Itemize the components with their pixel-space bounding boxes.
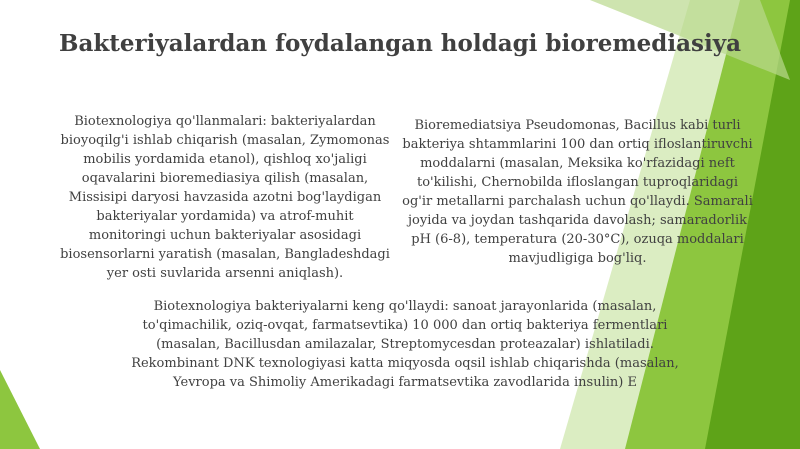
slide-title: Bakteriyalardan foydalangan holdagi bioremediasiya — [59, 30, 741, 57]
right-text-block: Bioremediatsiya Pseudomonas, Bacillus kabi turli bakteriya shtammlarini 100 dan ortiq ifloslantiruvchi moddalarni (masalan, Meksika ko'rfazidagi neft to'kilishi, Chernobilda ifloslangan tuproqlaridagi og'ir metallarni parchalash uchun qo'llaydi. Samarali joyida va joydan tashqarida davolash; samaradorlik pH (6-8), temperatura (20-30°C), ozuqa moddalari mavjudligiga bog'liq. — [402, 118, 753, 266]
left-text-block: Biotexnologiya qo'llanmalari: bakteriyalardan bioyoqilg'i ishlab chiqarish (masalan, Zymomonas mobilis yordamida etanol), qishloq xo'jaligi oqavalarini bioremediasiya qilish (masalan, Missisipi daryosi havzasida azotni bog'laydigan bakteriyalar yordamida) va atrof-muhit monitoringi uchun bakteriyalar asosidagi biosensorlarni yaratish (masalan, Bangladeshdagi yer osti suvlarida arsenni aniqlash). — [60, 114, 390, 281]
bottom-left-triangle — [0, 370, 40, 449]
bottom-text-block: Biotexnologiya bakteriyalarni keng qo'llaydi: sanoat jarayonlarida (masalan, to'qimachilik, oziq-ovqat, farmatsevtika) 10 000 dan ortiq bakteriya fermentlari (masalan, Bacillusdan amilazalar, Streptomycesdan proteazalar) ishlatiladi. Rekombinant DNK texnologiyasi katta miqyosda oqsil ishlab chiqarishda (masalan, Yevropa va Shimoliy Amerikadagi farmatsevtika zavodlarida insulin) E — [131, 299, 679, 390]
